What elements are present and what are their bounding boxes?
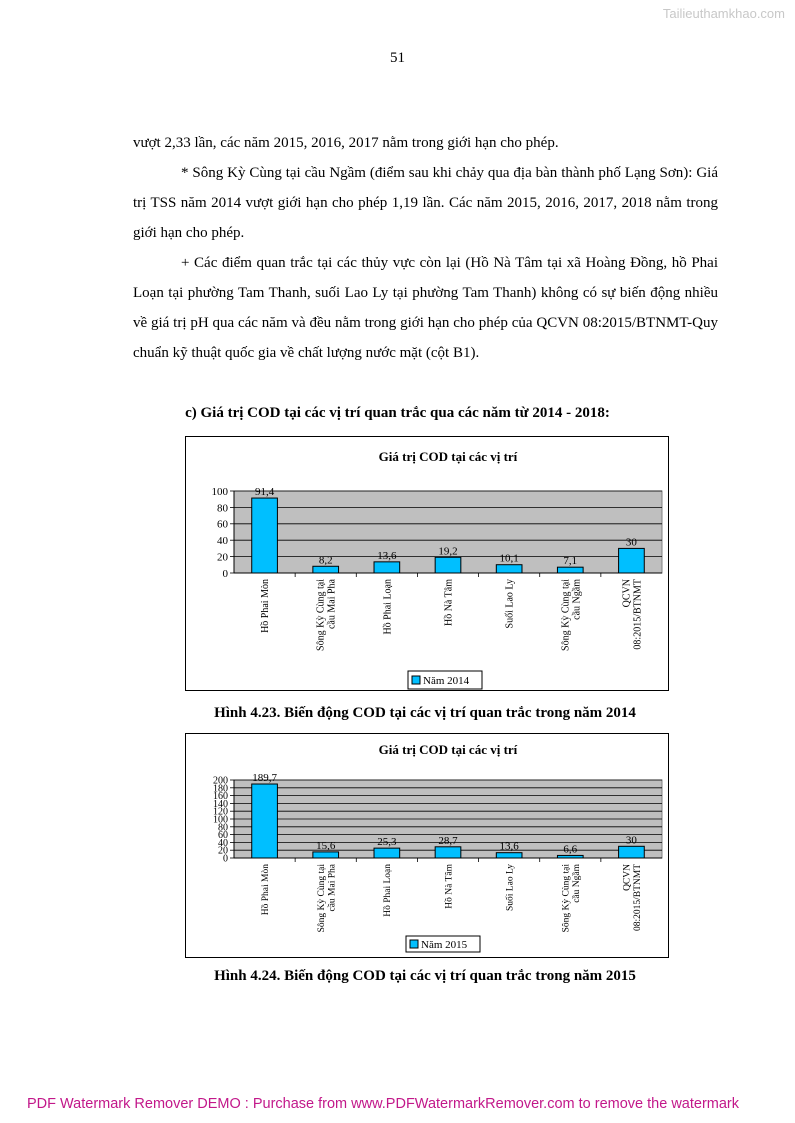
bar	[313, 852, 339, 858]
x-category-label: cầu Ngầm	[571, 864, 582, 903]
data-label: 7,1	[563, 555, 578, 568]
x-category-label: Sông Kỳ Cùng tại	[560, 579, 572, 651]
chart-cod-2015	[185, 733, 669, 958]
x-category-label: Hồ Phai Loạn	[383, 864, 394, 917]
caption-fig-4-24: Hình 4.24. Biến động COD tại các vị trí quan trắc trong năm 2015	[214, 968, 636, 984]
bar	[557, 567, 583, 573]
y-tick-label: 80	[217, 502, 228, 515]
legend-label: Năm 2014	[423, 675, 470, 687]
data-label: 8,2	[318, 554, 333, 567]
x-category-label: Hồ Phai Mòn	[260, 864, 271, 916]
y-tick-label: 60	[217, 518, 228, 531]
x-category-label: Hồ Nà Tâm	[443, 579, 455, 627]
chart-cod-2015-svg	[186, 734, 668, 957]
legend-swatch	[412, 676, 420, 684]
x-category-label: Hồ Nà Tâm	[444, 864, 455, 909]
y-tick-label: 200	[213, 775, 228, 787]
chart-title: Giá trị COD tại các vị trí	[378, 742, 518, 757]
y-tick-label: 160	[213, 791, 228, 803]
y-tick-label: 100	[213, 814, 228, 826]
y-tick-label: 100	[211, 485, 228, 498]
x-category-label: Suối Lao Ly	[504, 579, 516, 629]
x-category-label: Suối Lao Ly	[505, 864, 516, 911]
page-number: 51	[390, 50, 405, 66]
bar	[313, 566, 339, 573]
data-label: 30	[625, 536, 637, 549]
x-category-label: 08:2015/BTNMT	[633, 864, 644, 932]
data-label: 10,1	[499, 552, 519, 565]
chart-cod-2014-svg	[186, 437, 668, 690]
y-tick-label: 80	[218, 822, 228, 834]
y-tick-label: 180	[213, 783, 228, 795]
caption-fig-4-23: Hình 4.23. Biến động COD tại các vị trí quan trắc trong năm 2014	[214, 705, 636, 721]
data-label: 91,4	[254, 486, 275, 499]
paragraph-1: vượt 2,33 lần, các năm 2015, 2016, 2017 nằm trong giới hạn cho phép.	[133, 135, 559, 151]
data-label: 189,7	[252, 772, 277, 785]
data-label: 30	[625, 834, 637, 847]
footer-watermark[interactable]: PDF Watermark Remover DEMO : Purchase from www.PDFWatermarkRemover.com to remove the watermark	[27, 1096, 739, 1112]
bar	[374, 562, 400, 573]
section-heading: c) Giá trị COD tại các vị trí quan trắc qua các năm từ 2014 - 2018:	[185, 405, 610, 421]
bar	[496, 853, 522, 858]
y-tick-label: 120	[213, 806, 228, 818]
x-category-label: cầu Mai Pha	[326, 579, 338, 629]
paragraph-2: * Sông Kỳ Cùng tại cầu Ngầm (điểm sau khi chảy qua địa bàn thành phố Lạng Sơn): Giá trị TSS năm 2014 vượt giới hạn cho phép 1,19 lần. Các năm 2015, 2016, 2017, 2018 nằm trong giới hạn cho phép.	[133, 165, 718, 241]
legend-swatch	[410, 940, 418, 948]
bar	[619, 846, 645, 858]
y-tick-label: 20	[217, 551, 228, 564]
legend-label: Năm 2015	[421, 939, 468, 951]
bar	[374, 848, 400, 858]
y-tick-label: 60	[218, 830, 228, 842]
data-label: 19,2	[438, 545, 458, 558]
data-label: 13,6	[377, 549, 397, 562]
x-category-label: cầu Mai Pha	[327, 864, 338, 912]
site-watermark: Tailieuthamkhao.com	[662, 6, 785, 21]
body-text	[133, 128, 718, 368]
data-label: 6,6	[563, 843, 578, 856]
y-tick-label: 40	[218, 837, 228, 849]
bar	[252, 498, 278, 573]
paragraph-3: + Các điểm quan trắc tại các thủy vực còn lại (Hồ Nà Tâm tại xã Hoàng Đồng, hồ Phai Loạn tại phường Tam Thanh, suối Lao Ly tại phường Tam Thanh) không có sự biến động nhiều về giá trị pH qua các năm và đều nằm trong giới hạn cho phép của QCVN 08:2015/BTNMT-Quy chuẩn kỹ thuật quốc gia về chất lượng nước mặt (cột B1).	[133, 255, 718, 361]
x-category-label: cầu Ngầm	[571, 579, 583, 620]
x-category-label: Hồ Phai Mòn	[260, 579, 272, 633]
y-tick-label: 140	[213, 798, 228, 810]
bar	[435, 847, 461, 858]
bar	[252, 784, 278, 858]
y-tick-label: 20	[218, 845, 228, 857]
x-category-label: QCVN	[621, 579, 633, 608]
y-tick-label: 0	[223, 853, 228, 865]
chart-title: Giá trị COD tại các vị trí	[378, 449, 518, 464]
bar	[435, 557, 461, 573]
data-label: 13,6	[499, 840, 519, 853]
y-tick-label: 40	[217, 535, 228, 548]
data-label: 25,3	[377, 836, 397, 849]
data-label: 28,7	[438, 834, 458, 847]
x-category-label: 08:2015/BTNMT	[632, 579, 644, 650]
bar	[619, 548, 645, 573]
x-category-label: Hồ Phai Loạn	[382, 579, 394, 635]
bar	[557, 855, 583, 858]
chart-cod-2014	[185, 436, 669, 691]
data-label: 15,6	[316, 839, 336, 852]
x-category-label: Sông Kỳ Cùng tại	[561, 864, 572, 933]
x-category-label: QCVN	[622, 864, 633, 891]
bar	[496, 565, 522, 573]
x-category-label: Sông Kỳ Cùng tại	[316, 864, 327, 933]
y-tick-label: 0	[222, 567, 228, 580]
x-category-label: Sông Kỳ Cùng tại	[315, 579, 327, 651]
